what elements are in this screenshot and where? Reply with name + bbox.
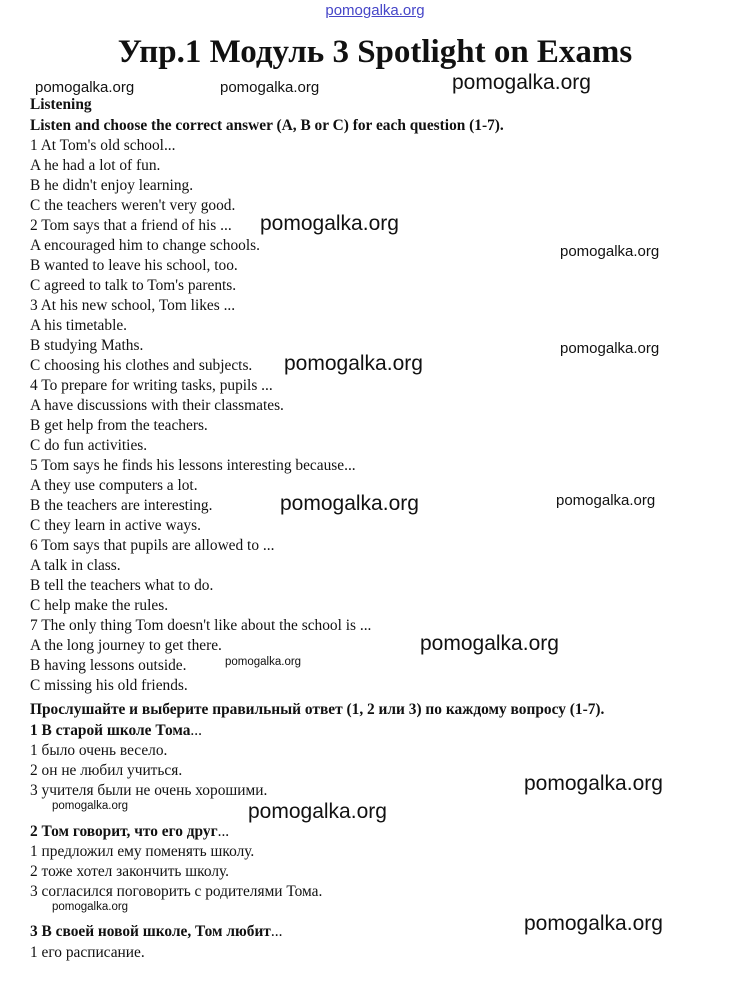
line-text: A talk in class.	[30, 557, 121, 574]
text-line	[30, 676, 188, 696]
text-line	[30, 336, 143, 356]
line-text: 2 он не любил учиться.	[30, 762, 183, 779]
line-text: B studying Maths.	[30, 337, 144, 354]
text-line	[30, 556, 121, 576]
line-text: B get help from the teachers.	[30, 417, 208, 434]
heading-line	[30, 721, 202, 741]
line-tail: ...	[190, 722, 202, 739]
watermark: pomogalka.org	[284, 352, 423, 375]
watermark: pomogalka.org	[35, 79, 135, 96]
line-text: 3 учителя были не очень хорошими.	[30, 782, 268, 799]
line-text: 2 Том говорит, что его друг	[30, 823, 218, 840]
line-text: Прослушайте и выберите правильный ответ (1, 2 или 3) по каждому вопросу (1-7).	[30, 701, 605, 718]
text-line	[30, 436, 147, 456]
line-text: 2 Tom says that a friend of his ...	[30, 217, 232, 234]
line-text: 3 At his new school, Tom likes ...	[30, 297, 236, 314]
line-text: 1 At Tom's old school...	[30, 137, 176, 154]
text-line	[30, 176, 193, 196]
line-text: A encouraged him to change schools.	[30, 237, 260, 254]
text-line	[30, 316, 127, 336]
text-line	[30, 476, 198, 496]
line-text: C they learn in active ways.	[30, 517, 201, 534]
line-text: C do fun activities.	[30, 437, 148, 454]
line-text: C the teachers weren't very good.	[30, 197, 236, 214]
text-line	[30, 196, 235, 216]
line-text: C agreed to talk to Tom's parents.	[30, 277, 237, 294]
text-line	[30, 156, 160, 176]
heading-line	[30, 700, 604, 720]
watermark: pomogalka.org	[420, 632, 559, 655]
heading-line	[30, 922, 282, 942]
text-line	[30, 376, 273, 396]
text-line	[30, 356, 252, 376]
text-line	[30, 636, 222, 656]
line-text: 1 предложил ему поменять школу.	[30, 843, 255, 860]
line-text: B he didn't enjoy learning.	[30, 177, 194, 194]
line-text: 3 В своей новой школе, Том любит	[30, 923, 271, 940]
line-text: A the long journey to get there.	[30, 637, 222, 654]
text-line	[30, 943, 145, 963]
watermark: pomogalka.org	[225, 656, 302, 668]
line-text: 1 В старой школе Тома	[30, 722, 191, 739]
line-text: 7 The only thing Tom doesn't like about the school is ...	[30, 617, 372, 634]
line-text: 6 Tom says that pupils are allowed to ...	[30, 537, 275, 554]
text-line	[30, 741, 167, 761]
text-line	[30, 882, 322, 902]
line-text: A his timetable.	[30, 317, 128, 334]
text-line	[30, 596, 168, 616]
line-text: C help make the rules.	[30, 597, 169, 614]
text-line	[30, 256, 238, 276]
watermark: pomogalka.org	[556, 492, 656, 509]
watermark: pomogalka.org	[560, 340, 660, 357]
watermark: pomogalka.org	[260, 212, 399, 235]
line-text: A they use computers a lot.	[30, 477, 198, 494]
line-text: B the teachers are interesting.	[30, 497, 213, 514]
watermark: pomogalka.org	[560, 243, 660, 260]
line-text: Listening	[30, 96, 92, 113]
heading-line	[30, 116, 504, 136]
line-tail: ...	[270, 923, 283, 940]
line-text: 4 To prepare for writing tasks, pupils ...	[30, 377, 273, 394]
text-line	[30, 761, 182, 781]
heading-line	[30, 822, 229, 842]
text-line	[30, 576, 213, 596]
text-line	[30, 216, 232, 236]
watermark: pomogalka.org	[524, 772, 663, 795]
line-text: B tell the teachers what to do.	[30, 577, 214, 594]
watermark: pomogalka.org	[52, 800, 129, 812]
watermark: pomogalka.org	[524, 912, 663, 935]
line-text: 3 согласился поговорить с родителями Тома.	[30, 883, 323, 900]
text-line	[30, 496, 212, 516]
line-text: 1 было очень весело.	[30, 742, 168, 759]
line-text: A have discussions with their classmates.	[30, 397, 284, 414]
line-text: Listen and choose the correct answer (A, B or C) for each question (1-7).	[30, 117, 504, 134]
text-line	[30, 656, 186, 676]
line-tail: ...	[217, 823, 230, 840]
heading-line	[30, 95, 92, 115]
text-line	[30, 236, 260, 256]
watermark: pomogalka.org	[452, 71, 591, 94]
text-line	[30, 862, 229, 882]
text-line	[30, 536, 274, 556]
text-line	[30, 296, 235, 316]
line-text: B having lessons outside.	[30, 657, 187, 674]
line-text: A he had a lot of fun.	[30, 157, 161, 174]
line-text: B wanted to leave his school, too.	[30, 257, 238, 274]
text-line	[30, 842, 254, 862]
text-line	[30, 781, 267, 801]
text-line	[30, 516, 201, 536]
source-link[interactable]: pomogalka.org	[325, 2, 425, 19]
text-line	[30, 276, 236, 296]
text-line	[30, 456, 356, 476]
text-line	[30, 136, 176, 156]
watermark: pomogalka.org	[52, 901, 129, 913]
watermark: pomogalka.org	[280, 492, 419, 515]
watermark: pomogalka.org	[248, 800, 387, 823]
line-text: 2 тоже хотел закончить школу.	[30, 863, 230, 880]
line-text: 5 Tom says he finds his lessons interesting because...	[30, 457, 356, 474]
line-text: C choosing his clothes and subjects.	[30, 357, 253, 374]
watermark: pomogalka.org	[220, 79, 320, 96]
page-title: Упр.1 Модуль 3 Spotlight on Exams	[117, 34, 633, 70]
text-line	[30, 416, 208, 436]
text-line	[30, 396, 284, 416]
text-line	[30, 616, 371, 636]
line-text: C missing his old friends.	[30, 677, 188, 694]
line-text: 1 его расписание.	[30, 944, 145, 961]
